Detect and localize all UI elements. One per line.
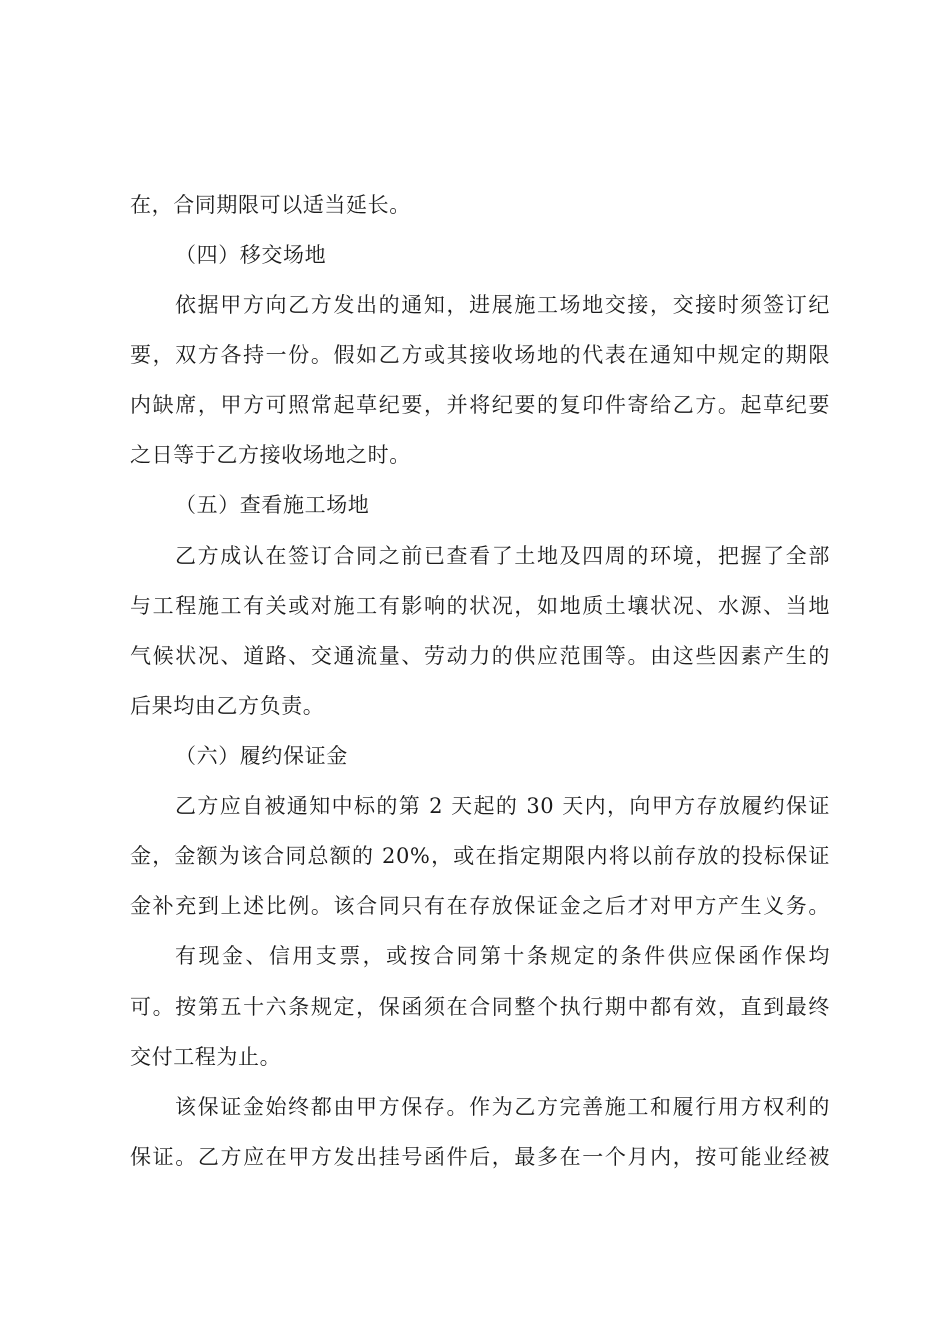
text-line-14: 金，金额为该合同总额的 20%，或在指定期限内将以前存放的投标保证 — [130, 844, 830, 868]
text-line-1: 在，合同期限可以适当延长。 — [130, 193, 411, 217]
text-line-15: 金补充到上述比例。该合同只有在存放保证金之后才对甲方产生义务。 — [130, 894, 830, 918]
text-line-17: 可。按第五十六条规定，保函须在合同整个执行期中都有效，直到最终 — [130, 995, 830, 1019]
section-heading-6: （六）履约保证金 — [175, 744, 348, 768]
text-line-18: 交付工程为止。 — [130, 1045, 282, 1069]
text-line-9: 与工程施工有关或对施工有影响的状况，如地质土壤状况、水源、当地 — [130, 594, 830, 618]
text-line-16: 有现金、信用支票，或按合同第十条规定的条件供应保函作保均 — [175, 944, 830, 968]
text-line-6: 之日等于乙方接收场地之时。 — [130, 443, 411, 467]
text-line-8: 乙方成认在签订合同之前已查看了土地及四周的环境，把握了全部 — [175, 544, 830, 568]
text-line-11: 后果均由乙方负责。 — [130, 694, 325, 718]
text-line-19: 该保证金始终都由甲方保存。作为乙方完善施工和履行用方权利的 — [175, 1095, 830, 1119]
text-line-13: 乙方应自被通知中标的第 2 天起的 30 天内，向甲方存放履约保证 — [175, 794, 830, 818]
section-heading-5: （五）查看施工场地 — [175, 493, 370, 517]
text-line-10: 气候状况、道路、交通流量、劳动力的供应范围等。由这些因素产生的 — [130, 644, 830, 668]
section-heading-4: （四）移交场地 — [175, 243, 327, 267]
text-line-5: 内缺席，甲方可照常起草纪要，并将纪要的复印件寄给乙方。起草纪要 — [130, 393, 830, 417]
text-line-3: 依据甲方向乙方发出的通知，进展施工场地交接，交接时须签订纪 — [175, 293, 830, 317]
text-line-4: 要，双方各持一份。假如乙方或其接收场地的代表在通知中规定的期限 — [130, 343, 830, 367]
text-line-20: 保证。乙方应在甲方发出挂号函件后，最多在一个月内，按可能业经被 — [130, 1145, 830, 1169]
